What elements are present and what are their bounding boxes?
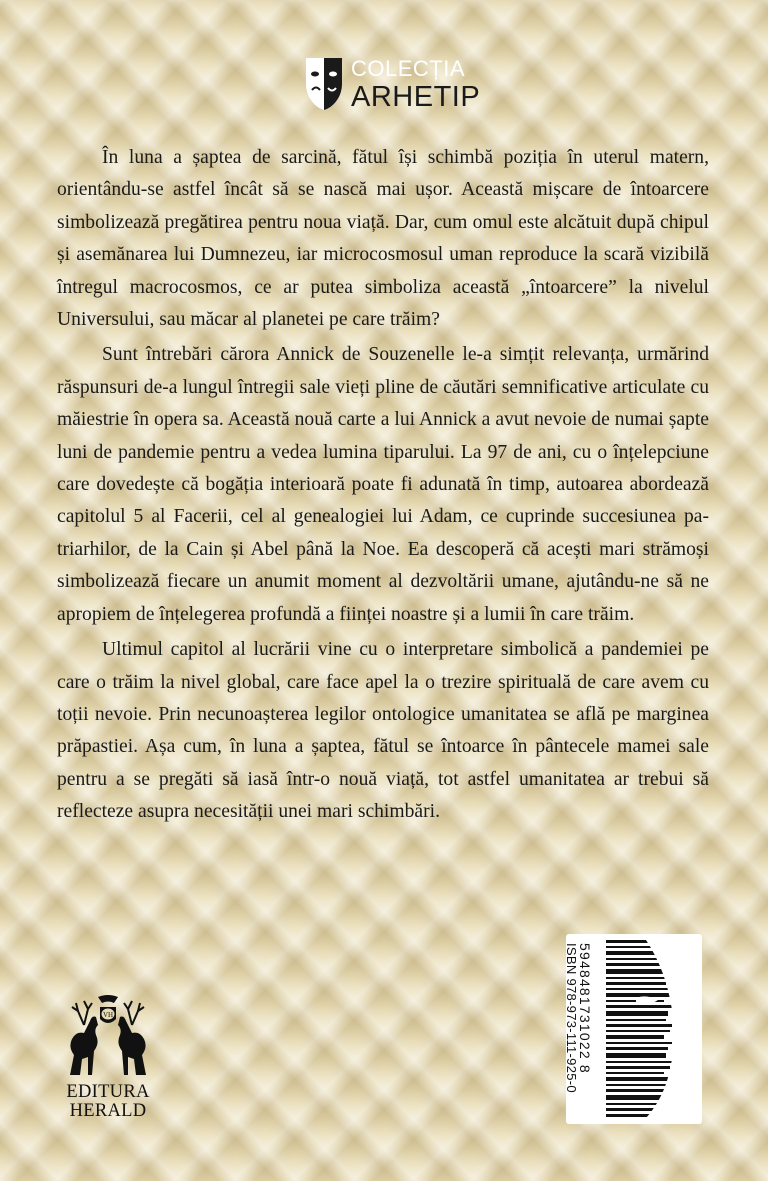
deer-emblem-icon bbox=[62, 995, 154, 1079]
back-cover-blurb bbox=[57, 142, 709, 832]
collection-label: COLECȚIA bbox=[351, 56, 466, 81]
barcode bbox=[566, 934, 702, 1124]
theatre-mask-icon bbox=[302, 56, 346, 112]
isbn-text: ISBN 978-973-111-925-0 bbox=[564, 943, 579, 1093]
blurb-paragraph-2: Sunt întrebări cărora Annick de Souzenelle le-a simțit relevanța, urmărind răspunsuri de-a lungul întregii sale vieți pline de căutări semnificative articulate cu măiestrie în opera sa. Această nouă carte a lui Annick a avut nevoie de numai șapte luni de pandemie pentru a vedea lumina tiparului. La 97 de ani, cu o înțelepciune care dovedește că bogăția interioară poate fi adunată în timp, autoarea abordează capitolul 5 al Facerii, cel al genealogiei lui Adam, ce cuprinde succesiunea patriarhilor, de la Cain și Abel până la Noe. Ea descoperă că acești mari strămoși simbolizează fiecare un anumit moment al dezvoltării umane, ajutându-ne să ne apropiem de înțelegerea profundă a ființei noastre și a lumii în care trăim. bbox=[57, 344, 709, 625]
collection-name: ARHETIP bbox=[351, 81, 481, 113]
publisher-name-line2: HERALD bbox=[69, 1101, 147, 1121]
publisher-name-line1: EDITURA bbox=[66, 1082, 150, 1102]
barcode-bars-icon bbox=[606, 940, 690, 1118]
collection-logo bbox=[302, 56, 481, 116]
blurb-paragraph-3: Ultimul capitol al lucrării vine cu o interpretare simbolică a pandemiei pe care o trăim la nivel global, care face apel la o trezire spirituală de care avem cu toții nevoie. Prin necunoașterea legilor ontologice umanitatea se află pe marginea prăpastiei. Așa cum, în luna a șaptea, fătul se întoarce în pântecele mamei sale pentru a se pregăti să iasă într-o nouă viață, tot astfel umanitatea ar trebui să reflecteze asupra necesității unei mari schimbări. bbox=[57, 639, 709, 823]
emblem-monogram: VH bbox=[102, 1011, 114, 1019]
blurb-paragraph-1: În luna a șaptea de sarcină, fătul își schimbă poziția în uterul matern, orientându-se astfel încât să se nască mai ușor. Această mișcare de întoarcere simbolizează pregătirea pentru noua viață. Dar, cum omul este alcătuit după chipul și asemănarea lui Dumnezeu, iar microcosmosul uman reproduce la scară vizibilă întregul macrocosmos, ce ar putea simboliza această „întoarcere” la nivelul Universului, sau măcar al planetei pe care trăim? bbox=[57, 147, 709, 331]
publisher-logo bbox=[56, 995, 160, 1125]
publisher-name bbox=[56, 1083, 160, 1121]
barcode-digits: 5948481731022 8 bbox=[577, 943, 593, 1074]
